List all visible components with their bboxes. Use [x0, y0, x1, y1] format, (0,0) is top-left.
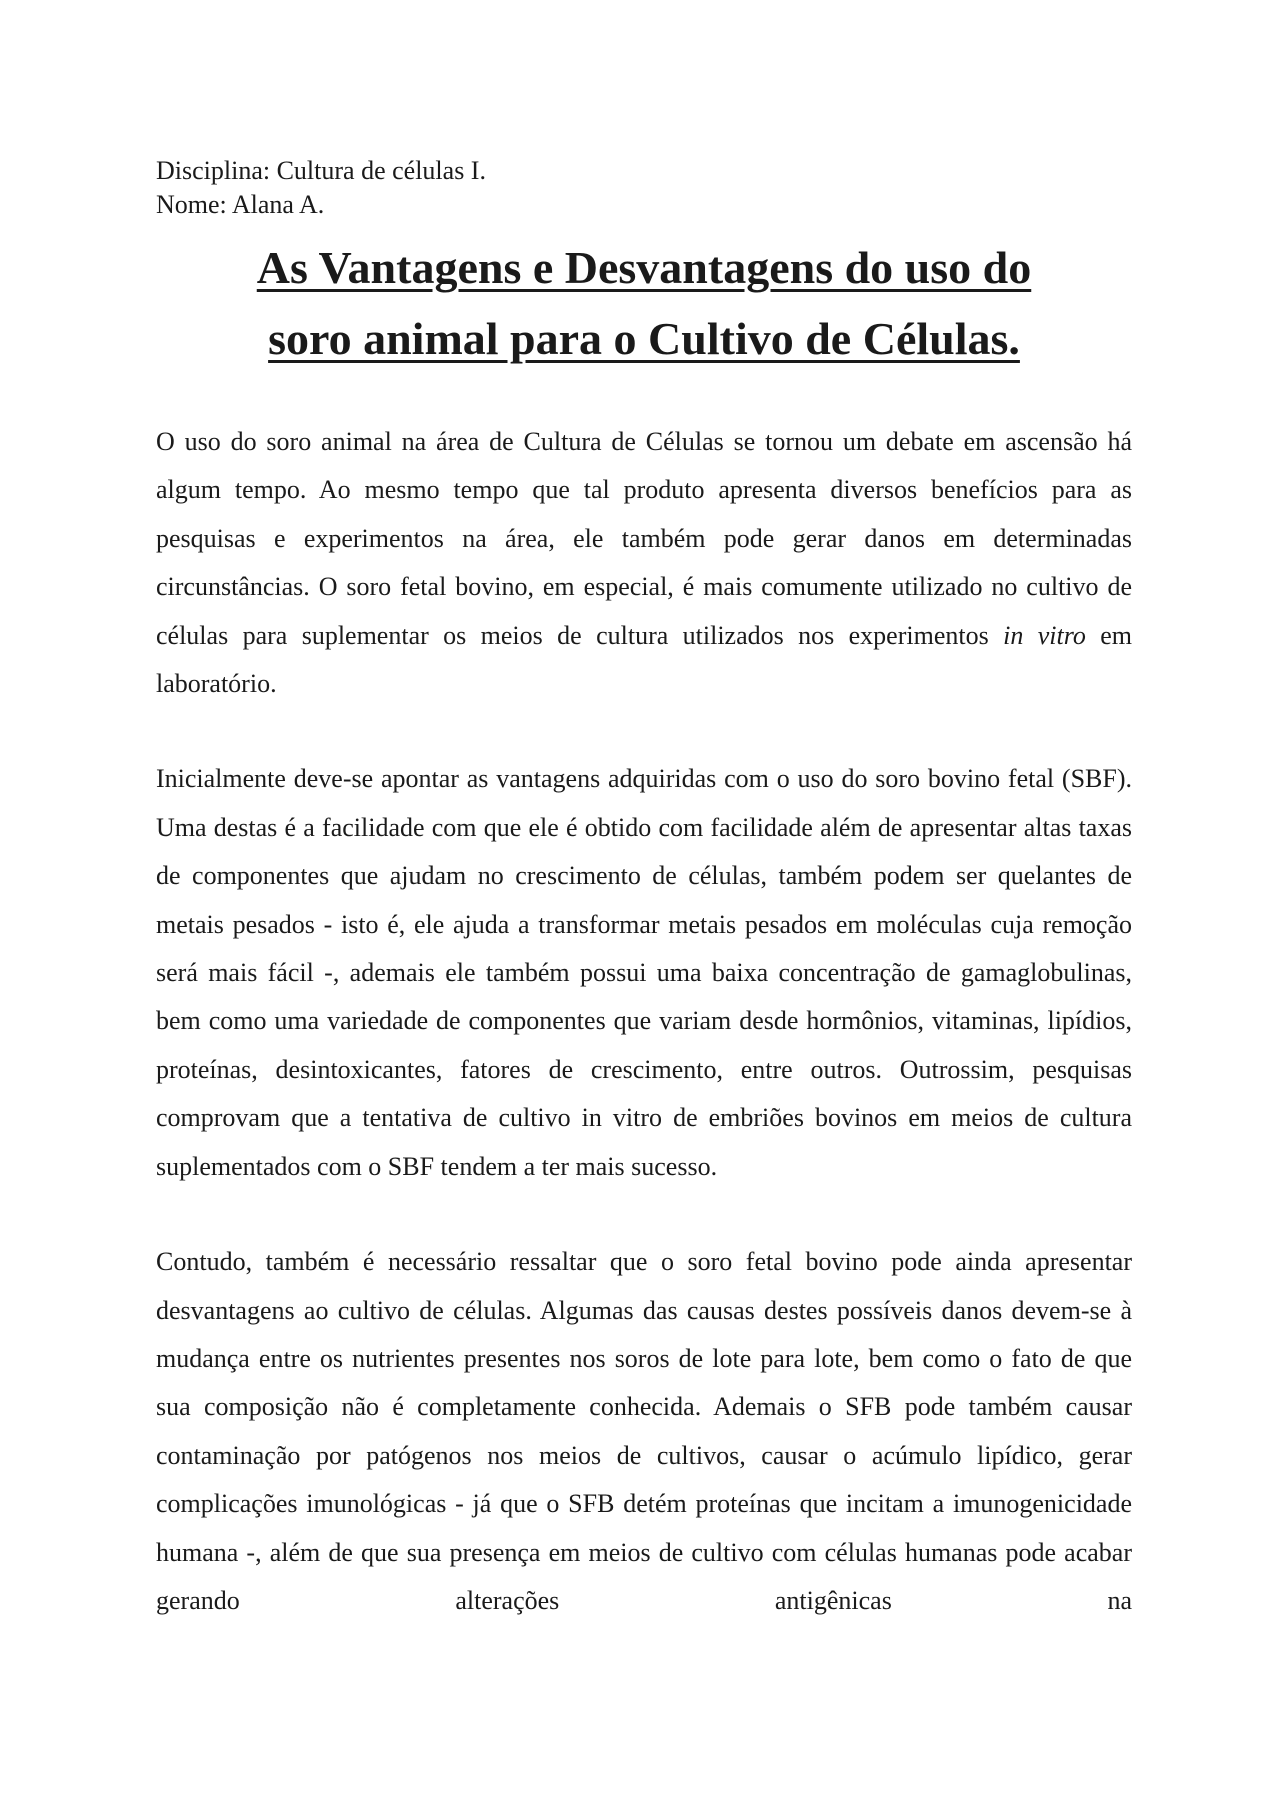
title-line-1: As Vantagens e Desvantagens do uso do: [256, 242, 1032, 293]
italic-term-in-vitro: in vitro: [1003, 620, 1086, 650]
title-line-2: soro animal para o Cultivo de Células.: [268, 313, 1020, 364]
paragraph-advantages: Inicialmente deve-se apontar as vantagens adquiridas com o uso do soro bovino fetal (SBF). Uma destas é a facilidade com que ele é obtido com facilidade além de apresentar altas taxas de componentes que ajudam no crescimento de células, também podem ser quelantes de metais pesados - isto é, ele ajuda a transformar metais pesados em moléculas cuja remoção será mais fácil -, ademais ele também possui uma baixa concentração de gamaglobulinas, bem como uma variedade de componentes que variam desde hormônios, vitaminas, lipídios, proteínas, desintoxicantes, fatores de crescimento, entre outros. Outrossim, pesquisas comprovam que a tentativa de cultivo in vitro de embriões bovinos em meios de cultura suplementados com o SBF tendem a ter mais sucesso.: [156, 764, 1132, 1181]
document-body: [156, 154, 1132, 1625]
paragraph-introduction-text: O uso do soro animal na área de Cultura de Células se tornou um debate em ascensão há algum tempo. Ao mesmo tempo que tal produto apresenta diversos benefícios para as pesquisas e experimentos na área, ele também pode gerar danos em determinadas circunstâncias. O soro fetal bovino, em especial, é mais comumente utilizado no cultivo de células para suplementar os meios de cultura utilizados nos experimentos: [156, 427, 1132, 650]
document-title: [156, 232, 1132, 374]
discipline-line: Disciplina: Cultura de células I.: [156, 156, 486, 185]
paragraph-introduction: [156, 418, 1132, 708]
paragraph-introduction-end: em laboratório.: [156, 620, 1133, 699]
student-name-line: Nome: Alana A.: [156, 190, 325, 219]
paragraph-disadvantages: Contudo, também é necessário ressaltar que o soro fetal bovino pode ainda apresentar desvantagens ao cultivo de células. Algumas das causas destes possíveis danos devem-se à mudança entre os nutrientes presentes nos soros de lote para lote, bem como o fato de que sua composição não é completamente conhecida. Ademais o SFB pode também causar contaminação por patógenos nos meios de cultivos, causar o acúmulo lipídico, gerar complicações imunológicas - já que o SFB detém proteínas que incitam a imunogenicidade humana -, além de que sua presença em meios de cultivo com células humanas pode acabar gerando alterações antigênicas na: [156, 1247, 1132, 1615]
